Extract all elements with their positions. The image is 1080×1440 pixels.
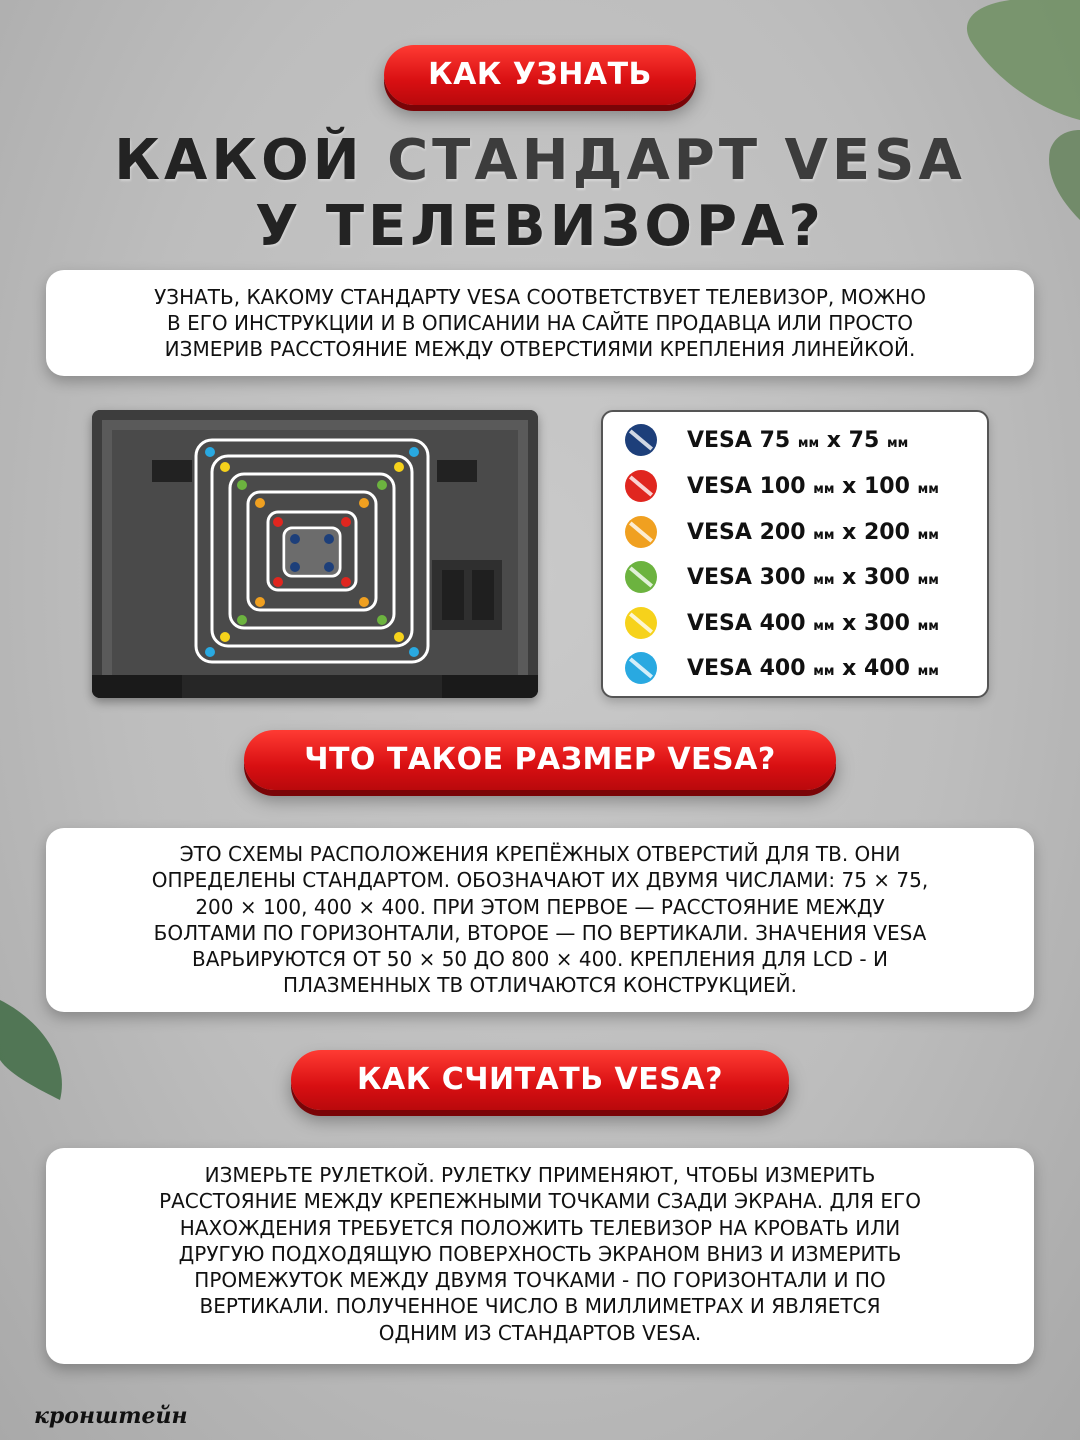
brand-logo: кронштейн (34, 1403, 188, 1429)
intro-line: ИЗМЕРИВ РАССТОЯНИЕ МЕЖДУ ОТВЕРСТИЯМИ КРЕПЛЕНИЯ ЛИНЕЙКОЙ. (164, 337, 916, 361)
section2-line: ИЗМЕРЬТЕ РУЛЕТКОЙ. РУЛЕТКУ ПРИМЕНЯЮТ, ЧТОБЫ ИЗМЕРИТЬ (204, 1163, 876, 1187)
yellow-dot-icon (625, 607, 657, 639)
section1-pill: ЧТО ТАКОЕ РАЗМЕР VESA? (244, 730, 836, 790)
legend-label: VESA 300 мм x 300 мм (687, 564, 939, 590)
orange-dot-icon (625, 516, 657, 548)
vesa-legend (601, 410, 989, 698)
section2-line: РАССТОЯНИЕ МЕЖДУ КРЕПЕЖНЫМИ ТОЧКАМИ СЗАДИ ЭКРАНА. ДЛЯ ЕГО (159, 1189, 921, 1214)
legend-label: VESA 75 мм x 75 мм (687, 427, 909, 453)
legend-item (625, 559, 939, 595)
legend-item (625, 422, 908, 458)
section2-line: ВЕРТИКАЛИ. ПОЛУЧЕННОЕ ЧИСЛО В МИЛЛИМЕТРАХ И ЯВЛЯЕТСЯ (199, 1294, 881, 1319)
section1-card (46, 828, 1034, 1012)
navy-dot-icon (625, 424, 657, 456)
section2-card (46, 1148, 1034, 1364)
section2-line: ПРОМЕЖУТОК МЕЖДУ ДВУМЯ ТОЧКАМИ - ПО ГОРИЗОНТАЛИ И ПО (194, 1268, 886, 1293)
intro-line: УЗНАТЬ, КАКОМУ СТАНДАРТУ VESA СООТВЕТСТВУЕТ ТЕЛЕВИЗОР, МОЖНО (154, 285, 926, 309)
legend-item (625, 468, 939, 504)
red-dot-icon (625, 470, 657, 502)
tv-back-image (92, 410, 538, 698)
section1-line: ВАРЬИРУЮТСЯ ОТ 50 × 50 ДО 800 × 400. КРЕПЛЕНИЯ ДЛЯ LCD - И (192, 947, 888, 972)
title-line1-a: КАКОЙ (114, 128, 364, 193)
header-pill: КАК УЗНАТЬ (384, 45, 696, 105)
title-line1-b: СТАНДАРТ VESA (387, 128, 966, 193)
section1-line: ЭТО СХЕМЫ РАСПОЛОЖЕНИЯ КРЕПЁЖНЫХ ОТВЕРСТИЙ ДЛЯ ТВ. ОНИ (179, 842, 901, 866)
intro-line: В ЕГО ИНСТРУКЦИИ И В ОПИСАНИИ НА САЙТЕ ПРОДАВЦА ИЛИ ПРОСТО (167, 311, 913, 335)
section1-line: 200 × 100, 400 × 400. ПРИ ЭТОМ ПЕРВОЕ — РАССТОЯНИЕ МЕЖДУ (195, 894, 885, 919)
intro-card (46, 270, 1034, 376)
blue-dot-icon (625, 652, 657, 684)
legend-label: VESA 400 мм x 400 мм (687, 655, 939, 681)
section2-line: ДРУГУЮ ПОДХОДЯЩУЮ ПОВЕРХНОСТЬ ЭКРАНОМ ВНИЗ И ИЗМЕРИТЬ (178, 1241, 902, 1266)
section1-line: БОЛТАМИ ПО ГОРИЗОНТАЛИ, ВТОРОЕ — ПО ВЕРТИКАЛИ. ЗНАЧЕНИЯ VESA (153, 920, 927, 945)
legend-item (625, 650, 939, 686)
green-dot-icon (625, 561, 657, 593)
section2-line: ОДНИМ ИЗ СТАНДАРТОВ VESA. (378, 1320, 702, 1345)
title-line2: У ТЕЛЕВИЗОРА? (255, 194, 825, 259)
section1-line: ОПРЕДЕЛЕНЫ СТАНДАРТОМ. ОБОЗНАЧАЮТ ИХ ДВУМЯ ЧИСЛАМИ: 75 × 75, (151, 868, 929, 893)
section2-line: НАХОЖДЕНИЯ ТРЕБУЕТСЯ ПОЛОЖИТЬ ТЕЛЕВИЗОР НА КРОВАТЬ ИЛИ (179, 1215, 901, 1240)
legend-item (625, 514, 939, 550)
page-title (0, 128, 1080, 260)
section2-pill: КАК СЧИТАТЬ VESA? (291, 1050, 789, 1110)
legend-label: VESA 400 мм x 300 мм (687, 610, 939, 636)
legend-label: VESA 200 мм x 200 мм (687, 519, 939, 545)
legend-item (625, 605, 939, 641)
legend-label: VESA 100 мм x 100 мм (687, 473, 939, 499)
vesa-diagram (92, 410, 538, 698)
section1-line: ПЛАЗМЕННЫХ ТВ ОТЛИЧАЮТСЯ КОНСТРУКЦИЕЙ. (283, 973, 797, 998)
